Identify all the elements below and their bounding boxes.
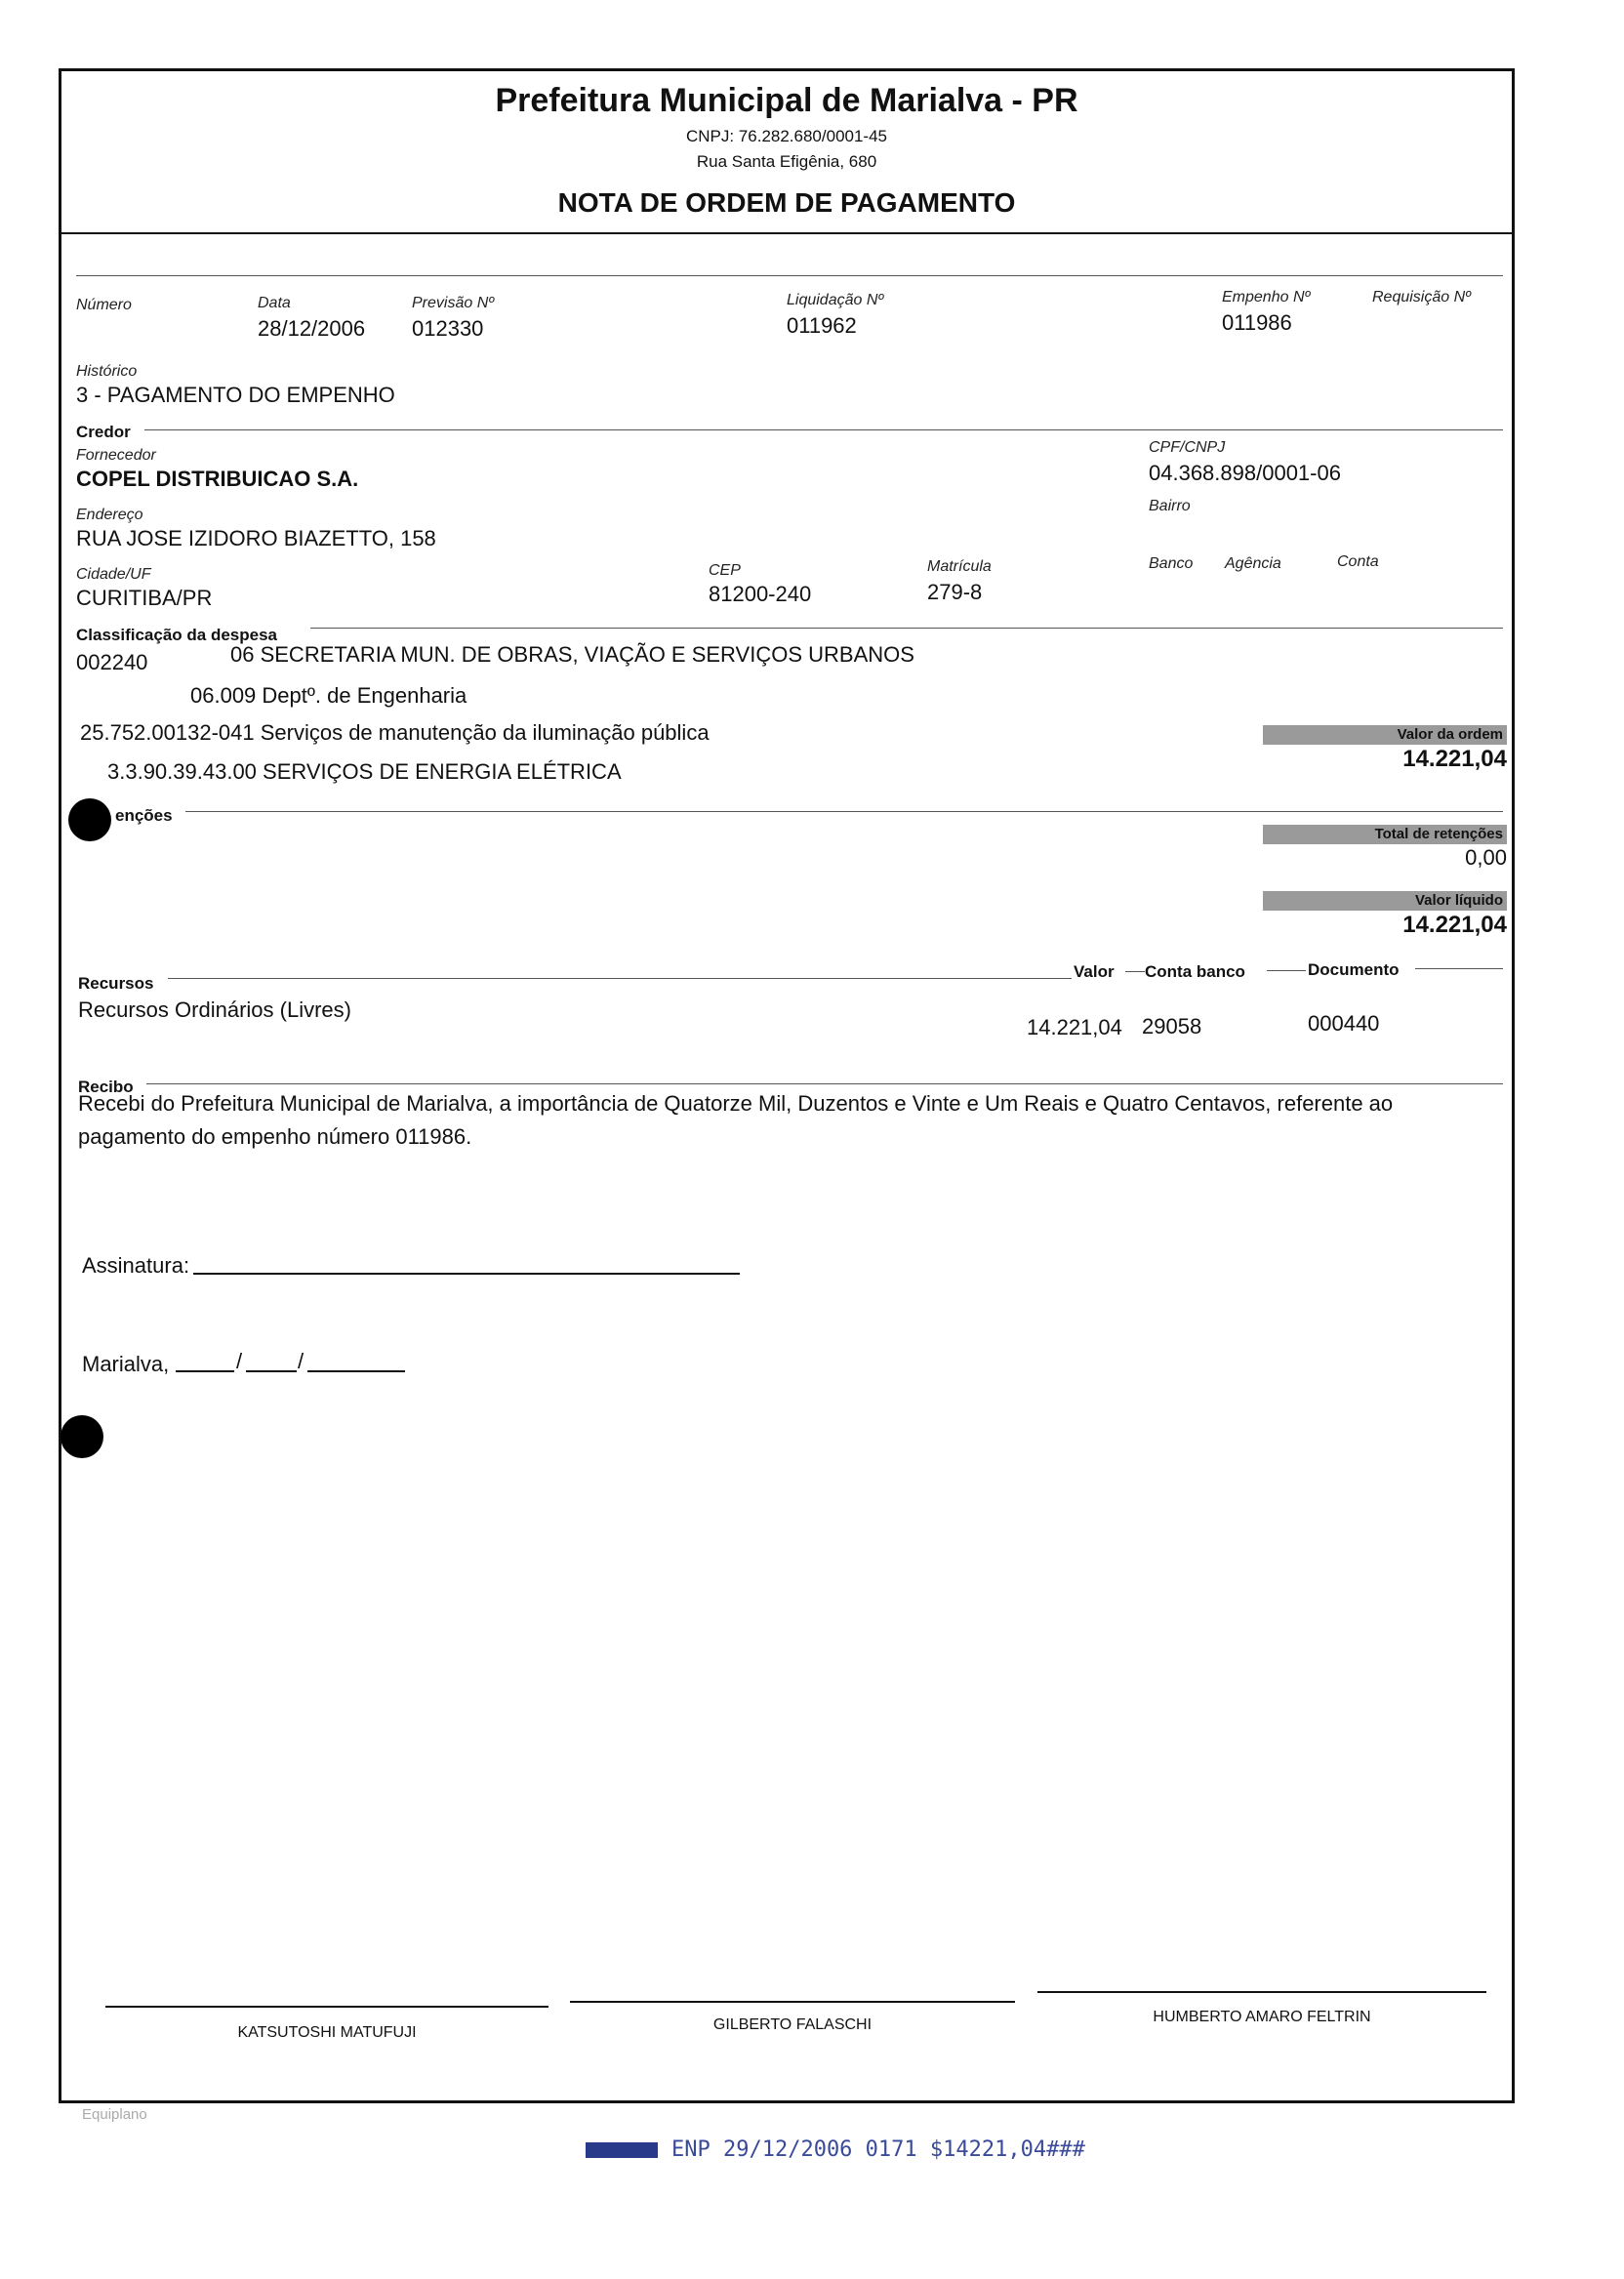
recibo-section: Recibo (78, 1078, 134, 1096)
cidade-value: CURITIBA/PR (76, 586, 213, 610)
classificacao-section: Classificação da despesa (76, 626, 278, 644)
recursos-valor: 14.221,04 (1027, 1015, 1122, 1039)
classificacao-divider (310, 628, 1503, 629)
recursos-sep1 (1125, 971, 1145, 972)
recursos-desc: Recursos Ordinários (Livres) (78, 997, 351, 1022)
historico-value: 3 - PAGAMENTO DO EMPENHO (76, 383, 395, 407)
signature-line-1 (105, 2006, 548, 2008)
total-retencoes: 0,00 (1465, 845, 1507, 870)
recursos-sep3 (1415, 968, 1503, 969)
retencoes-divider (185, 811, 1503, 812)
recursos-sep2 (1267, 970, 1306, 971)
previsao-value: 012330 (412, 316, 484, 341)
valor-liquido: 14.221,04 (1402, 912, 1507, 938)
document-frame (59, 68, 1515, 2103)
signature-line-3 (1037, 1991, 1486, 1993)
recursos-divider (168, 978, 1072, 979)
conta-label: Conta (1337, 553, 1379, 570)
bairro-label: Bairro (1149, 498, 1191, 514)
recursos-documento-label: Documento (1308, 960, 1400, 979)
data-value: 28/12/2006 (258, 316, 366, 341)
classificacao-departamento: 06.009 Deptº. de Engenharia (190, 683, 467, 708)
valor-liquido-label: Valor líquido (1263, 891, 1507, 911)
agencia-label: Agência (1225, 555, 1281, 572)
valor-ordem-label: Valor da ordem (1263, 725, 1507, 745)
signature-name-2: GILBERTO FALASCHI (712, 2016, 873, 2033)
cidade-label: Cidade/UF (76, 566, 151, 583)
requisicao-label: Requisição Nº (1372, 289, 1471, 305)
recursos-conta: 29058 (1142, 1014, 1202, 1038)
punch-hole-top (68, 798, 111, 841)
liquidacao-value: 011962 (787, 313, 857, 338)
signature-name-3: HUMBERTO AMARO FELTRIN (1153, 2009, 1371, 2025)
classificacao-acao: 25.752.00132-041 Serviços de manutenção da iluminação pública (80, 720, 710, 745)
recibo-line2: pagamento do empenho número 011986. (78, 1124, 472, 1149)
assinatura-label: Assinatura: (82, 1253, 190, 1278)
recibo-line1: Recebi do Prefeitura Municipal de Marialva, a importância de Quatorze Mil, Duzentos e Vinte e Um Reais e Quatro Centavos, referente ao (78, 1091, 1394, 1116)
software-mark: Equiplano (82, 2106, 147, 2123)
date-sep-2: / (298, 1349, 304, 1373)
classificacao-elemento: 3.3.90.39.43.00 SERVIÇOS DE ENERGIA ELÉTRICA (107, 759, 622, 784)
total-retencoes-label: Total de retenções (1263, 825, 1507, 844)
cep-value: 81200-240 (709, 582, 812, 606)
header-title: Prefeitura Municipal de Marialva - PR (495, 82, 1078, 119)
matricula-value: 279-8 (927, 580, 983, 604)
stamp-text: ENP 29/12/2006 0171 $14221,04### (671, 2137, 1085, 2162)
empenho-value: 011986 (1222, 310, 1292, 335)
matricula-label: Matrícula (927, 558, 992, 575)
endereco-value: RUA JOSE IZIDORO BIAZETTO, 158 (76, 526, 436, 550)
signature-name-1: KATSUTOSHI MATUFUJI (237, 2024, 417, 2041)
header-divider (61, 232, 1513, 234)
fields-divider (76, 275, 1503, 276)
empenho-label: Empenho Nº (1222, 289, 1311, 305)
header-address: Rua Santa Efigênia, 680 (696, 152, 877, 171)
local-label: Marialva, (82, 1352, 170, 1376)
cpf-label: CPF/CNPJ (1149, 439, 1226, 456)
doc-title: NOTA DE ORDEM DE PAGAMENTO (557, 187, 1016, 218)
credor-section: Credor (76, 423, 131, 441)
recibo-divider (146, 1083, 1503, 1084)
assinatura-line (193, 1273, 740, 1275)
stamp-logo-icon (586, 2142, 658, 2158)
fornecedor-label: Fornecedor (76, 447, 156, 464)
cep-label: CEP (709, 562, 741, 579)
classificacao-secretaria: 06 SECRETARIA MUN. DE OBRAS, VIAÇÃO E SERVIÇOS URBANOS (230, 642, 914, 667)
punch-hole-bottom (61, 1415, 103, 1458)
header-cnpj: CNPJ: 76.282.680/0001-45 (685, 127, 888, 145)
date-sep-1: / (236, 1349, 243, 1373)
recursos-valor-label: Valor (1074, 962, 1115, 981)
recursos-documento: 000440 (1308, 1011, 1380, 1036)
fornecedor-value: COPEL DISTRIBUICAO S.A. (76, 467, 359, 491)
recursos-conta-label: Conta banco (1145, 962, 1245, 981)
valor-ordem: 14.221,04 (1402, 746, 1507, 772)
cpf-value: 04.368.898/0001-06 (1149, 461, 1341, 485)
recursos-section: Recursos (78, 974, 154, 993)
credor-divider (144, 429, 1503, 430)
numero-label: Número (76, 297, 132, 313)
banco-label: Banco (1149, 555, 1194, 572)
historico-label: Histórico (76, 363, 138, 380)
previsao-label: Previsão Nº (412, 295, 495, 311)
date-year-line (307, 1370, 405, 1372)
date-month-line (246, 1370, 297, 1372)
retencoes-section: enções (115, 806, 173, 825)
bank-stamp (586, 2137, 1085, 2162)
liquidacao-label: Liquidação Nº (787, 292, 884, 308)
date-day-line (176, 1370, 234, 1372)
classificacao-code: 002240 (76, 650, 148, 674)
signature-line-2 (570, 2001, 1015, 2003)
data-label: Data (258, 295, 291, 311)
endereco-label: Endereço (76, 507, 143, 523)
